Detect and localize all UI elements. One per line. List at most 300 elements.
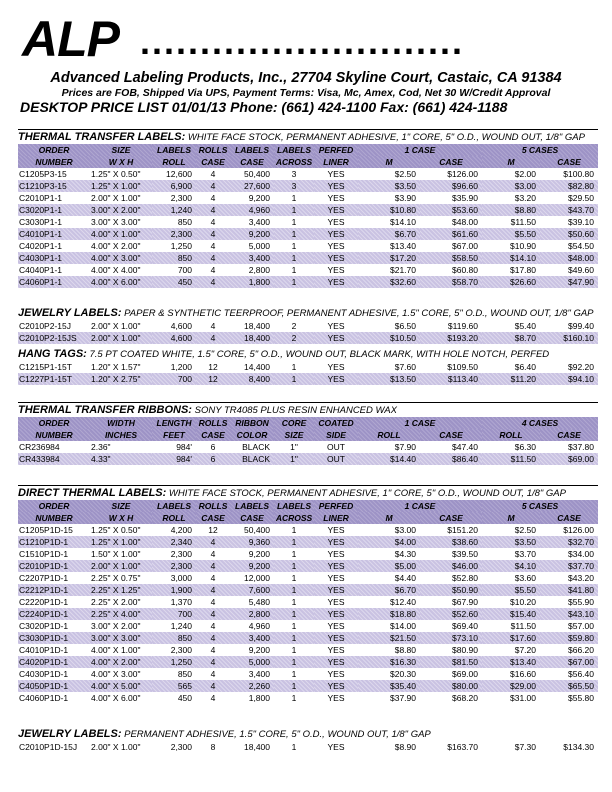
table-row: [18, 204, 598, 216]
table-cell: 4: [196, 644, 230, 656]
table-cell: $16.60: [482, 668, 540, 680]
table-cell: YES: [314, 168, 358, 180]
table-cell: 1: [274, 560, 314, 572]
table-cell: 1.25" X 1.00": [90, 180, 152, 192]
table-cell: 4.00" X 3.00": [90, 252, 152, 264]
price-table: [18, 320, 598, 344]
table-cell: C4030P1D-1: [18, 668, 90, 680]
table-cell: $32.70: [540, 536, 598, 548]
table-cell: 3,400: [230, 632, 274, 644]
table-cell: YES: [314, 216, 358, 228]
table-cell: 2,260: [230, 680, 274, 692]
column-header: LABELS: [274, 144, 314, 156]
payment-terms: Prices are FOB, Shipped Via UPS, Payment Terms: Visa, Mc, Amex, Cod, Net 30 W/Credit Approval: [61, 87, 551, 99]
table-cell: 4.00" X 2.00": [90, 656, 152, 668]
table-cell: $60.80: [420, 264, 482, 276]
table-cell: $14.00: [358, 620, 420, 632]
table-cell: 4,600: [152, 320, 196, 332]
section-title-desc: PAPER & SYNTHETIC TEERPROOF, PERMANENT ADHESIVE, 1.5" CORE, 5" O.D., WOUND OUT, 1/8" GAP: [121, 308, 594, 319]
table-cell: $16.30: [358, 656, 420, 668]
column-header: ACROSS: [275, 157, 313, 167]
table-row: [18, 361, 598, 373]
table-cell: $3.00: [358, 524, 420, 536]
table-cell: 4.00" X 1.00": [90, 228, 152, 240]
table-cell: 1: [274, 536, 314, 548]
table-row: [18, 453, 598, 465]
table-cell: C4060P1D-1: [18, 692, 90, 704]
table-cell: $3.50: [482, 536, 540, 548]
table-row: [18, 228, 598, 240]
table-cell: $14.10: [482, 252, 540, 264]
table-cell: BLACK: [230, 441, 274, 453]
table-row: [18, 373, 598, 385]
table-cell: $69.40: [420, 620, 482, 632]
table-cell: C1227P1-15T: [18, 373, 90, 385]
table-cell: $41.80: [540, 584, 598, 596]
price-table: [18, 741, 598, 753]
table-row: [18, 192, 598, 204]
table-cell: $50.90: [420, 584, 482, 596]
table-cell: 2,300: [152, 560, 196, 572]
table-row: [18, 252, 598, 264]
table-cell: OUT: [314, 453, 358, 465]
table-cell: 2: [274, 320, 314, 332]
table-cell: $35.40: [358, 680, 420, 692]
table-row: [18, 216, 598, 228]
table-cell: 1: [274, 692, 314, 704]
table-cell: 5,000: [230, 656, 274, 668]
table-cell: 2.00" X 1.00": [90, 332, 152, 344]
table-cell: 4: [196, 276, 230, 288]
table-cell: $5.00: [358, 560, 420, 572]
table-cell: 1: [274, 572, 314, 584]
jewelry-labels-section: [18, 307, 598, 344]
table-cell: 3.00" X 3.00": [90, 632, 152, 644]
column-header: CASE: [230, 156, 274, 168]
table-cell: C1210P3-15: [18, 180, 90, 192]
section-title: [18, 348, 598, 361]
section-title: [18, 728, 598, 741]
table-cell: 27,600: [230, 180, 274, 192]
table-cell: YES: [314, 192, 358, 204]
table-cell: $48.00: [420, 216, 482, 228]
column-header: ROLLS: [196, 417, 230, 429]
table-cell: 4: [196, 332, 230, 344]
table-cell: 4: [196, 560, 230, 572]
table-cell: 1: [274, 264, 314, 276]
column-header: COATED: [314, 417, 358, 429]
table-cell: 1: [274, 276, 314, 288]
table-cell: 2: [274, 332, 314, 344]
table-cell: 3: [274, 180, 314, 192]
table-cell: $67.00: [420, 240, 482, 252]
table-cell: YES: [314, 240, 358, 252]
table-cell: C2240P1D-1: [18, 608, 90, 620]
table-cell: 4,600: [152, 332, 196, 344]
table-cell: C4010P1D-1: [18, 644, 90, 656]
table-cell: 4.00" X 3.00": [90, 668, 152, 680]
table-cell: C4010P1-1: [18, 228, 90, 240]
table-cell: 1.20" X 2.75": [90, 373, 152, 385]
table-cell: 9,200: [230, 192, 274, 204]
column-header: M: [482, 512, 540, 524]
table-cell: 2.25" X 2.00": [90, 596, 152, 608]
table-header-row: [18, 417, 598, 429]
table-cell: $49.60: [540, 264, 598, 276]
section-title-name: DIRECT THERMAL LABELS:: [18, 487, 167, 499]
table-row: [18, 692, 598, 704]
column-header: CASE: [196, 156, 230, 168]
table-cell: C3020P1-1: [18, 204, 90, 216]
table-cell: 4.00" X 4.00": [90, 264, 152, 276]
table-cell: $58.50: [420, 252, 482, 264]
table-cell: 2.25" X 0.75": [90, 572, 152, 584]
column-header: LENGTH: [152, 417, 196, 429]
table-cell: 2,300: [152, 644, 196, 656]
table-cell: $134.30: [540, 741, 598, 753]
table-cell: $47.90: [540, 276, 598, 288]
divider: [18, 129, 598, 130]
table-cell: 12: [196, 524, 230, 536]
table-cell: 4: [196, 608, 230, 620]
table-cell: 1: [274, 680, 314, 692]
table-cell: $57.00: [540, 620, 598, 632]
table-cell: 4: [196, 168, 230, 180]
column-header: CASE: [540, 429, 598, 441]
table-cell: 4: [196, 692, 230, 704]
price-table: [18, 417, 598, 465]
column-header: LABELS: [230, 500, 274, 512]
table-cell: $6.70: [358, 228, 420, 240]
table-cell: 700: [152, 608, 196, 620]
table-row: [18, 680, 598, 692]
table-cell: 1,240: [152, 620, 196, 632]
table-cell: YES: [314, 548, 358, 560]
table-cell: C4030P1-1: [18, 252, 90, 264]
table-header-row: [18, 500, 598, 512]
table-cell: $11.50: [482, 453, 540, 465]
table-cell: 1: [274, 192, 314, 204]
table-cell: 7,600: [230, 584, 274, 596]
table-cell: $126.00: [420, 168, 482, 180]
table-cell: C2010P2-15JS: [18, 332, 90, 344]
table-row: [18, 276, 598, 288]
table-cell: 1: [274, 548, 314, 560]
table-row: [18, 632, 598, 644]
table-cell: 1: [274, 216, 314, 228]
table-cell: $50.60: [540, 228, 598, 240]
table-cell: 4: [196, 572, 230, 584]
table-cell: C4040P1-1: [18, 264, 90, 276]
table-cell: C2212P1D-1: [18, 584, 90, 596]
table-cell: $126.00: [540, 524, 598, 536]
table-cell: YES: [314, 584, 358, 596]
divider: [18, 402, 598, 403]
table-cell: 4: [196, 680, 230, 692]
column-header: SIZE: [274, 429, 314, 441]
table-cell: $11.50: [482, 216, 540, 228]
table-cell: 450: [152, 276, 196, 288]
table-cell: $46.00: [420, 560, 482, 572]
table-cell: 2.00" X 1.00": [90, 741, 152, 753]
table-cell: 3.00" X 2.00": [90, 620, 152, 632]
table-cell: $8.80: [482, 204, 540, 216]
table-cell: $2.50: [358, 168, 420, 180]
table-cell: 2,300: [152, 192, 196, 204]
table-cell: 8,400: [230, 373, 274, 385]
table-cell: 1.25" X 0.50": [90, 524, 152, 536]
table-cell: 4: [196, 264, 230, 276]
table-cell: 4: [196, 192, 230, 204]
table-cell: 3,000: [152, 572, 196, 584]
table-cell: 450: [152, 692, 196, 704]
table-cell: 2.25" X 4.00": [90, 608, 152, 620]
table-cell: $81.50: [420, 656, 482, 668]
table-row: [18, 548, 598, 560]
section-title: [18, 404, 598, 417]
table-cell: C2010P1D-15J: [18, 741, 90, 753]
table-cell: YES: [314, 361, 358, 373]
table-cell: $80.00: [420, 680, 482, 692]
column-header: CASE: [540, 512, 598, 524]
table-cell: 1,250: [152, 656, 196, 668]
column-header: SIDE: [314, 429, 358, 441]
table-cell: 1,800: [230, 276, 274, 288]
table-row: [18, 332, 598, 344]
table-row: [18, 180, 598, 192]
table-cell: $5.40: [482, 320, 540, 332]
table-cell: $26.60: [482, 276, 540, 288]
table-cell: 4,960: [230, 204, 274, 216]
table-cell: $6.30: [482, 441, 540, 453]
column-header: LINER: [314, 156, 358, 168]
table-cell: YES: [314, 572, 358, 584]
table-cell: 4: [196, 536, 230, 548]
section-title-desc: 7.5 PT COATED WHITE, 1.5" CORE, 5" O.D., WOUND OUT, BLACK MARK, WITH HOLE NOTCH, PERFED: [86, 349, 550, 360]
column-header: LABELS: [274, 500, 314, 512]
table-cell: $11.50: [482, 620, 540, 632]
company-address: Advanced Labeling Products, Inc., 27704 Skyline Court, Castaic, CA 91384: [50, 70, 562, 86]
table-cell: $193.20: [420, 332, 482, 344]
table-cell: $21.70: [358, 264, 420, 276]
table-cell: 2.00" X 1.00": [90, 192, 152, 204]
table-cell: 4.00" X 1.00": [90, 644, 152, 656]
table-row: [18, 168, 598, 180]
table-cell: $8.90: [358, 741, 420, 753]
table-cell: $94.10: [540, 373, 598, 385]
column-header: FEET: [152, 429, 196, 441]
table-cell: 9,360: [230, 536, 274, 548]
table-cell: C4020P1-1: [18, 240, 90, 252]
table-cell: YES: [314, 276, 358, 288]
table-cell: 1": [274, 441, 314, 453]
table-cell: 4: [196, 216, 230, 228]
section-title: [18, 307, 598, 320]
table-cell: 700: [152, 373, 196, 385]
column-header: CASE: [196, 512, 230, 524]
table-cell: 984': [152, 453, 196, 465]
table-cell: CR236984: [18, 441, 90, 453]
table-cell: YES: [314, 204, 358, 216]
table-row: [18, 240, 598, 252]
table-row: [18, 572, 598, 584]
table-cell: 5,000: [230, 240, 274, 252]
table-cell: 1: [274, 228, 314, 240]
column-header: ROLL: [152, 156, 196, 168]
table-cell: $20.30: [358, 668, 420, 680]
table-cell: $4.30: [358, 548, 420, 560]
column-header: ROLL: [152, 512, 196, 524]
table-cell: 1,240: [152, 204, 196, 216]
column-header: ACROSS: [275, 513, 313, 523]
table-cell: $59.80: [540, 632, 598, 644]
table-cell: YES: [314, 596, 358, 608]
table-cell: $69.00: [540, 453, 598, 465]
table-cell: YES: [314, 560, 358, 572]
table-cell: 4: [196, 204, 230, 216]
table-cell: 2,340: [152, 536, 196, 548]
table-cell: 50,400: [230, 524, 274, 536]
column-header: LABELS: [152, 500, 196, 512]
table-cell: 50,400: [230, 168, 274, 180]
table-cell: 3: [274, 168, 314, 180]
column-header: PERFED: [314, 500, 358, 512]
table-cell: 850: [152, 216, 196, 228]
table-cell: 4.33": [90, 453, 152, 465]
column-header: CASE: [230, 512, 274, 524]
table-cell: 18,400: [230, 332, 274, 344]
table-cell: 1,900: [152, 584, 196, 596]
table-cell: $56.40: [540, 668, 598, 680]
table-cell: $67.90: [420, 596, 482, 608]
table-cell: $67.00: [540, 656, 598, 668]
column-header: NUMBER: [18, 429, 90, 441]
table-cell: $4.10: [482, 560, 540, 572]
table-cell: $10.90: [482, 240, 540, 252]
table-cell: 3,400: [230, 252, 274, 264]
jewelry-labels-section-2: [18, 728, 598, 753]
table-cell: $82.80: [540, 180, 598, 192]
table-header-row: [18, 429, 598, 441]
table-cell: 4,960: [230, 620, 274, 632]
table-cell: $29.00: [482, 680, 540, 692]
column-header: ROLL: [358, 429, 420, 441]
table-cell: YES: [314, 180, 358, 192]
table-cell: 4.00" X 6.00": [90, 276, 152, 288]
table-cell: 2,800: [230, 264, 274, 276]
column-header: LABELS: [152, 144, 196, 156]
table-cell: 1: [274, 584, 314, 596]
table-cell: C2010P1-1: [18, 192, 90, 204]
table-cell: 6: [196, 441, 230, 453]
table-cell: $68.20: [420, 692, 482, 704]
table-cell: $13.50: [358, 373, 420, 385]
table-cell: $13.40: [358, 240, 420, 252]
table-cell: $34.00: [540, 548, 598, 560]
table-cell: 6: [196, 453, 230, 465]
table-cell: $109.50: [420, 361, 482, 373]
price-table: [18, 361, 598, 385]
price-table: [18, 144, 598, 288]
table-cell: 2.36": [90, 441, 152, 453]
table-cell: YES: [314, 620, 358, 632]
table-cell: 850: [152, 252, 196, 264]
table-cell: $52.80: [420, 572, 482, 584]
table-cell: C4050P1D-1: [18, 680, 90, 692]
table-cell: C1510P1D-1: [18, 548, 90, 560]
table-cell: $17.60: [482, 632, 540, 644]
table-cell: $14.40: [358, 453, 420, 465]
table-cell: 1: [274, 240, 314, 252]
table-cell: $10.80: [358, 204, 420, 216]
table-cell: 4: [196, 584, 230, 596]
table-cell: 9,200: [230, 548, 274, 560]
table-cell: CR433984: [18, 453, 90, 465]
table-cell: 4: [196, 320, 230, 332]
table-cell: 4.00" X 6.00": [90, 692, 152, 704]
table-cell: $10.50: [358, 332, 420, 344]
table-cell: 5,480: [230, 596, 274, 608]
table-cell: C1205P1D-15: [18, 524, 90, 536]
column-header: LINER: [314, 512, 358, 524]
table-cell: $37.70: [540, 560, 598, 572]
table-cell: 3.00" X 2.00": [90, 204, 152, 216]
table-cell: C1210P1D-1: [18, 536, 90, 548]
table-cell: $119.60: [420, 320, 482, 332]
table-cell: 1: [274, 524, 314, 536]
table-cell: $6.50: [358, 320, 420, 332]
table-cell: $11.20: [482, 373, 540, 385]
table-cell: 1,800: [230, 692, 274, 704]
table-cell: $52.60: [420, 608, 482, 620]
table-cell: YES: [314, 632, 358, 644]
column-header: WIDTH: [90, 417, 152, 429]
table-cell: YES: [314, 608, 358, 620]
table-cell: 3,400: [230, 216, 274, 228]
table-cell: $15.40: [482, 608, 540, 620]
table-cell: 2,800: [230, 608, 274, 620]
table-cell: $8.80: [358, 644, 420, 656]
table-cell: 565: [152, 680, 196, 692]
direct-thermal-section: [18, 487, 598, 704]
column-header: RIBBON: [230, 417, 274, 429]
table-cell: 12,600: [152, 168, 196, 180]
table-cell: 1.20" X 1.57": [90, 361, 152, 373]
table-cell: $4.00: [358, 536, 420, 548]
column-header: CORE: [274, 417, 314, 429]
table-header-row: [18, 156, 598, 168]
column-header: NUMBER: [18, 156, 90, 168]
table-cell: 1: [274, 668, 314, 680]
table-cell: YES: [314, 680, 358, 692]
table-cell: 4: [196, 668, 230, 680]
table-cell: 1: [274, 741, 314, 753]
table-cell: $47.40: [420, 441, 482, 453]
table-cell: 2,300: [152, 548, 196, 560]
table-cell: C4020P1D-1: [18, 656, 90, 668]
table-cell: $8.70: [482, 332, 540, 344]
table-cell: $53.60: [420, 204, 482, 216]
table-cell: YES: [314, 524, 358, 536]
table-cell: $6.70: [358, 584, 420, 596]
table-cell: $7.60: [358, 361, 420, 373]
table-cell: C3030P1-1: [18, 216, 90, 228]
table-cell: 1: [274, 596, 314, 608]
column-header: ORDER: [18, 417, 90, 429]
table-row: [18, 560, 598, 572]
table-cell: $43.10: [540, 608, 598, 620]
column-header: 5 CASES: [482, 500, 598, 512]
